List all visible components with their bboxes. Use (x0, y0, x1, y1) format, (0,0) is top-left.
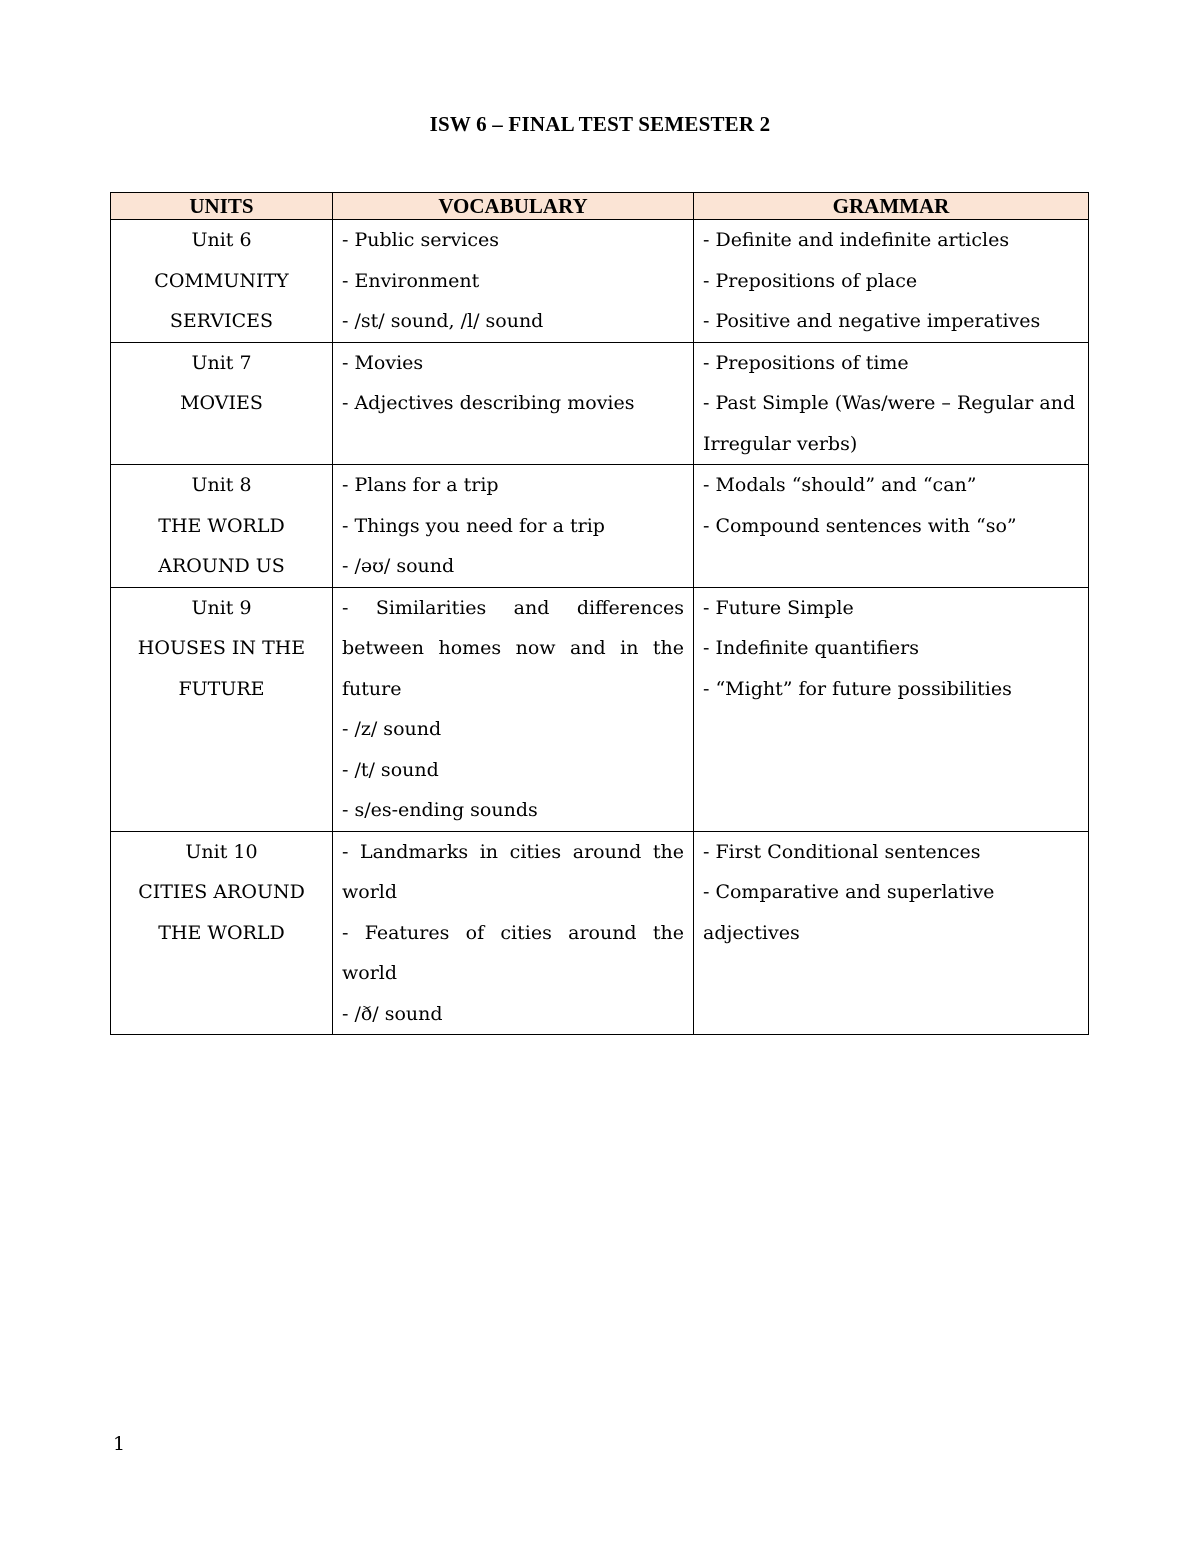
grammar-item: - Indefinite quantifiers (703, 637, 919, 659)
vocabulary-item: - Environment (342, 269, 480, 292)
column-header-units: UNITS (111, 193, 333, 220)
unit-line: Unit 9 (191, 596, 252, 619)
column-header-vocabulary: VOCABULARY (333, 193, 694, 220)
grammar-item: - First Conditional sentences (703, 840, 981, 863)
vocabulary-item: - Landmarks in cities around the (342, 840, 684, 863)
vocabulary-item: - Features of cities around the (342, 921, 684, 944)
vocabulary-item: - Things you need for a trip (342, 514, 605, 537)
unit-line: Unit 8 (191, 474, 252, 496)
unit-line: Unit 7 (191, 351, 252, 374)
column-header-grammar: GRAMMAR (694, 193, 1089, 220)
vocabulary-cell (333, 342, 694, 465)
table-row (111, 587, 1089, 831)
grammar-cell (694, 587, 1089, 831)
unit-cell (111, 465, 333, 588)
vocabulary-item: - Public services (342, 229, 500, 251)
vocabulary-item: world (342, 881, 398, 903)
vocabulary-item: world (342, 962, 398, 984)
unit-line: THE WORLD (158, 514, 285, 537)
grammar-cell (694, 465, 1089, 588)
vocabulary-item: - s/es-ending sounds (342, 799, 538, 821)
grammar-item: - Comparative and superlative (703, 881, 995, 903)
vocabulary-item: - /z/ sound (342, 718, 442, 740)
table-row (111, 465, 1089, 588)
vocabulary-item: between homes now and in the (342, 637, 684, 659)
page-title: ISW 6 – FINAL TEST SEMESTER 2 (429, 112, 771, 136)
table-row (111, 220, 1089, 343)
unit-line: Unit 10 (185, 840, 258, 863)
unit-cell (111, 342, 333, 465)
syllabus-table (110, 192, 1089, 1035)
table-row (111, 831, 1089, 1035)
unit-cell (111, 220, 333, 343)
grammar-item: - Future Simple (703, 596, 854, 619)
vocabulary-item: - Adjectives describing movies (342, 392, 635, 414)
grammar-item: - Positive and negative imperatives (703, 310, 1041, 332)
unit-line: COMMUNITY (154, 269, 289, 292)
vocabulary-item: future (342, 677, 402, 700)
grammar-cell (694, 831, 1089, 1035)
vocabulary-item: - /t/ sound (342, 758, 439, 781)
grammar-item: adjectives (703, 921, 800, 944)
grammar-cell (694, 342, 1089, 465)
unit-line: CITIES AROUND (138, 881, 305, 903)
unit-line: MOVIES (180, 392, 263, 414)
vocabulary-cell (333, 587, 694, 831)
vocabulary-item: - /st/ sound, /l/ sound (342, 310, 544, 332)
unit-line: AROUND US (158, 555, 285, 577)
unit-line: THE WORLD (158, 921, 285, 944)
grammar-item: Irregular verbs) (703, 432, 858, 455)
unit-cell (111, 831, 333, 1035)
grammar-item: - Past Simple (Was/were – Regular and (703, 392, 1076, 414)
grammar-item: - Modals “should” and “can” (703, 474, 977, 496)
unit-line: Unit 6 (191, 229, 252, 251)
vocabulary-cell (333, 465, 694, 588)
unit-line: HOUSES IN THE (137, 637, 306, 659)
vocabulary-cell (333, 220, 694, 343)
page-number: 1 (113, 1433, 126, 1455)
table-header-row (111, 193, 1089, 220)
vocabulary-item: - Plans for a trip (342, 474, 499, 496)
grammar-cell (694, 220, 1089, 343)
grammar-item: - Compound sentences with “so” (703, 514, 1017, 537)
unit-line: SERVICES (169, 310, 274, 332)
table-row (111, 342, 1089, 465)
vocabulary-item: - Similarities and differences (342, 596, 684, 619)
unit-line: FUTURE (178, 677, 265, 700)
vocabulary-cell (333, 831, 694, 1035)
grammar-item: - Definite and indefinite articles (703, 229, 1010, 251)
vocabulary-item: - /əʊ/ sound (342, 555, 455, 577)
unit-cell (111, 587, 333, 831)
vocabulary-item: - Movies (342, 351, 424, 374)
grammar-item: - Prepositions of time (703, 351, 909, 374)
grammar-item: - “Might” for future possibilities (703, 677, 1012, 700)
grammar-item: - Prepositions of place (703, 269, 918, 292)
vocabulary-item: - /ð/ sound (342, 1002, 443, 1025)
